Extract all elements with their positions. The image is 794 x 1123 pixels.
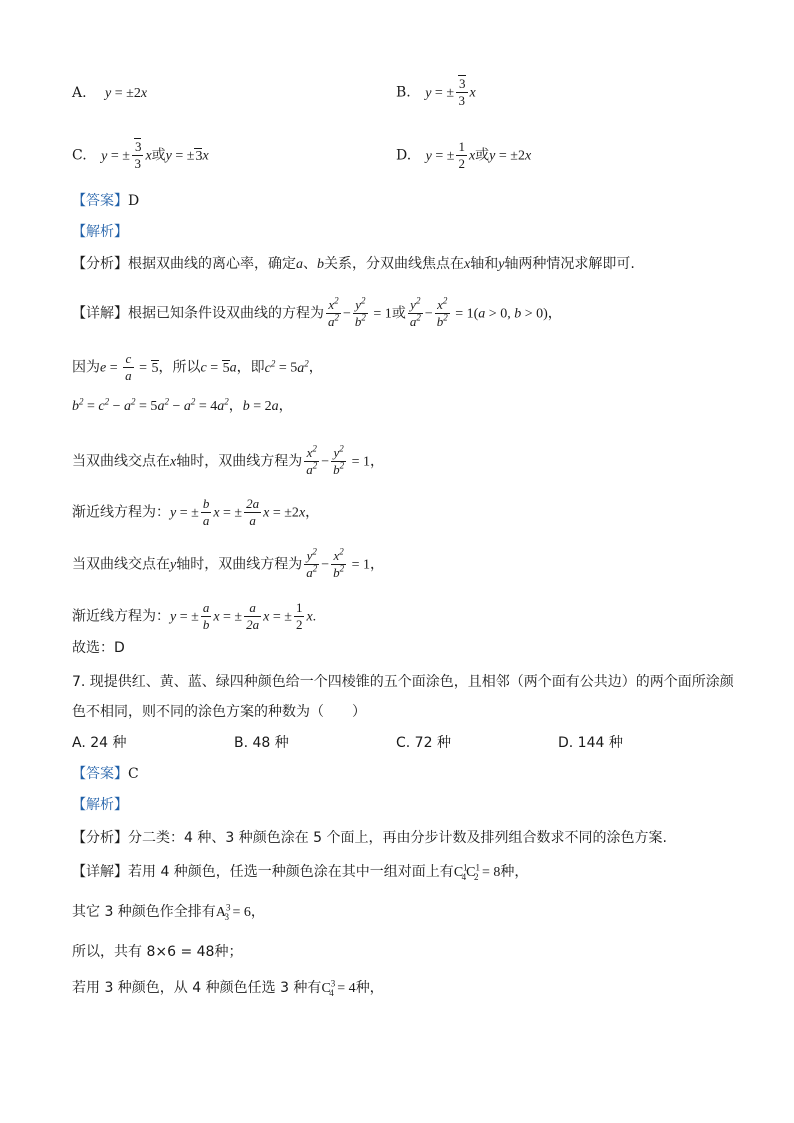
q7-stem-line1: 7. 现提供红、黄、蓝、绿四种颜色给一个四棱锥的五个面涂色，且相邻（两个面有公共边）的两个面所涂颜: [72, 674, 734, 690]
option-a-formula: y: [105, 86, 112, 101]
q6-line6: 渐近线方程为：y = ± $\frac{b}{a}$ x = ± $\frac{2a}{a}$ x = ±2x，: [72, 496, 320, 528]
q7-line4: 若用 3 种颜色，从 4 种颜色任选 3 种有$C^3_4 = 4$种，: [72, 978, 384, 998]
q7-stem-line2: 色不相同，则不同的涂色方案的种数为（ ）: [72, 704, 366, 720]
q7-option-d: D. 144 种: [558, 735, 623, 751]
q7-option-c: C. 72 种: [396, 735, 451, 751]
q7-xiangjie: 【详解】若用 4 种颜色，任选一种颜色涂在其中一组对面上有$C^1_4C^1_2 = 8$种，: [72, 862, 529, 882]
q7-fenxi: 【分析】分二类：4 种、3 种颜色涂在 5 个面上，再由分步计数及排列组合数求不同的涂色方案.: [72, 830, 667, 846]
q6-answer: 【答案】D: [72, 193, 140, 209]
q6-analysis-heading: 【解析】: [72, 224, 128, 240]
q6-line3: 因为e = $\frac{c}{a}$ = 5，所以c = 5a，即$c^2 = 5a^2$，: [72, 351, 323, 383]
q6-conclusion: 故选：D: [72, 640, 125, 656]
option-b: B. y = ± $\frac{3}{3}$ x: [396, 76, 476, 108]
option-c: C. y = ± $\frac{3}{3}$ x或y = ±3x: [72, 139, 209, 171]
q7-answer: 【答案】C: [72, 766, 139, 782]
q7-analysis-heading: 【解析】: [72, 797, 128, 813]
option-d: D. y = ± $\frac{1}{2}$ x或y = ±2x: [396, 139, 532, 171]
option-a: A. y = ±2x: [72, 85, 148, 101]
q6-line7: 当双曲线交点在y轴时，双曲线方程为 $\frac{y^2}{a^2}$ − $\frac{x^2}{b^2}$ = 1，: [72, 546, 385, 580]
fraction: $\frac{3}{3}$: [456, 76, 468, 109]
q6-line4: $b^2 = c^2 - a^2 = 5a^2 - a^2 = 4a^2$，b = 2a，: [72, 396, 293, 414]
q6-xiangjie: 【详解】根据已知条件设双曲线的方程为 $\frac{x^2}{a^2}$ − $\frac{y^2}{b^2}$ = 1或 $\frac{y^2}{a^2}$ − $\frac{x^2}{b^2}$ = 1(a > 0, b > 0)，: [72, 295, 562, 329]
q7-line2: 其它 3 种颜色作全排有$A^3_3 = 6$，: [72, 902, 265, 922]
q6-fenxi: 【分析】根据双曲线的离心率，确定a、b关系，分双曲线焦点在x轴和y轴两种情况求解即可.: [72, 256, 635, 272]
q6-line8: 渐近线方程为：y = ± $\frac{a}{b}$ x = ± $\frac{a}{2a}$ x = ± $\frac{1}{2}$ x.: [72, 600, 317, 632]
q7-option-b: B. 48 种: [234, 735, 289, 751]
q6-line5: 当双曲线交点在x轴时，双曲线方程为 $\frac{x^2}{a^2}$ − $\frac{y^2}{b^2}$ = 1，: [72, 443, 385, 477]
q7-line3: 所以，共有 8×6 = 48种；: [72, 944, 243, 960]
q7-option-a: A. 24 种: [72, 735, 127, 751]
